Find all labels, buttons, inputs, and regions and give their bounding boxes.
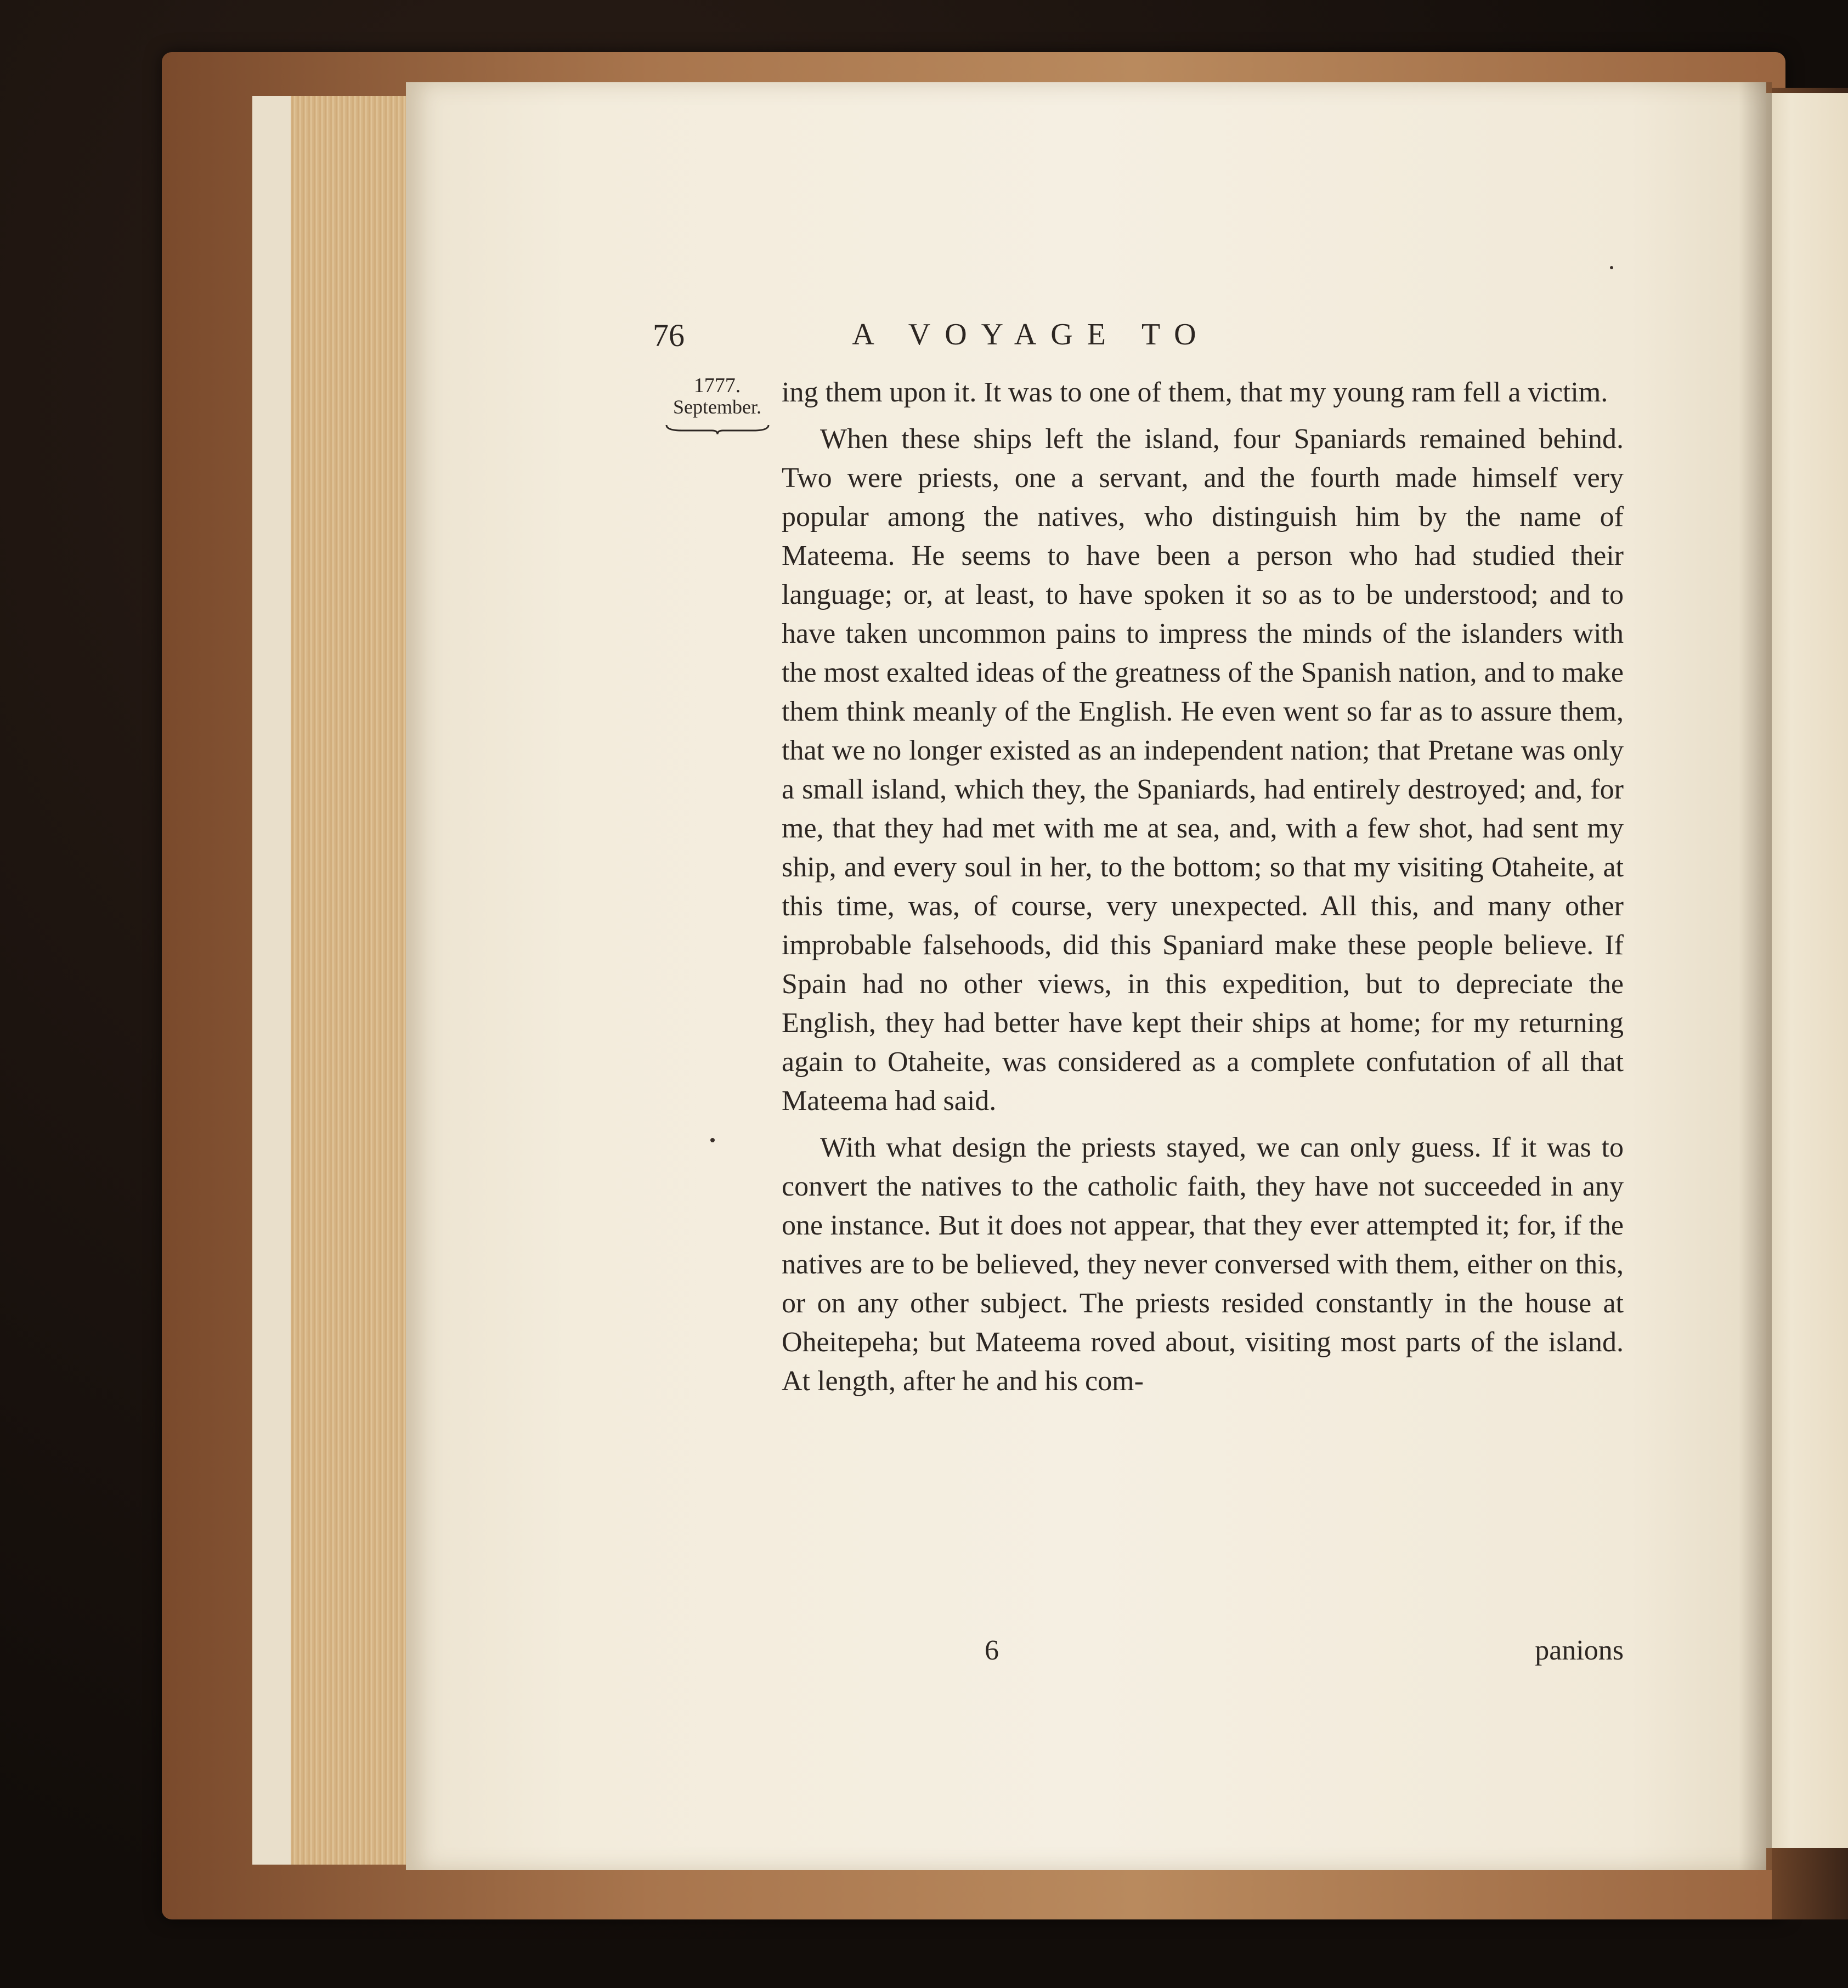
margin-note-year: 1777.	[693, 374, 741, 397]
running-head: A VOYAGE TO	[852, 318, 1211, 352]
page-header	[653, 317, 1410, 355]
margin-note	[661, 375, 773, 435]
gutter-shadow	[1739, 82, 1772, 1870]
page-number: 76	[653, 318, 685, 353]
paper-speck	[1610, 266, 1613, 269]
brace-ornament	[665, 423, 770, 435]
paragraph-continuation: ing them upon it. It was to one of them, that my young ram fell a victim.	[782, 377, 1608, 408]
signature-mark: 6	[985, 1635, 999, 1666]
catchword: panions	[1535, 1635, 1624, 1666]
paragraph-priests: With what design the priests stayed, we can only guess. If it was to convert the natives to the catholic faith, they have not succeeded in any one instance. But it does not appear, that they ever attempted it; for, if the natives are to be believed, they never conversed with them, either on this, or on any other subject. The priests resided constantly in the house at Oheitepeha; but Mateema roved about, visiting most parts of the island. At length, after he and his com-	[782, 1132, 1624, 1397]
page-footer	[782, 1634, 1624, 1675]
paragraph-spaniards: When these ships left the island, four Spaniards remained behind. Two were priests, one a servant, and the fourth made himself very popular among the natives, who distinguish him by the name of Mateema. He seems to have been a person who had studied their language; or, at least, to have spoken it so as to be understood; and to have taken uncommon pains to impress the minds of the islanders with the most exalted ideas of the greatness of the Spanish nation, and to make them think meanly of the English. He even went so far as to assure them, that we no longer existed as an independent nation; that Pretane was only a small island, which they, the Spaniards, had entirely destroyed; and, for me, that they had met with me at sea, and, with a few shot, had sent my ship, and every soul in her, to the bottom; so that my visiting Otaheite, at this time, was, of course, very unexpected. All this, and many other improbable falsehoods, did this Spaniard make these people believe. If Spain had no other views, in this expedition, but to depreciate the English, they had better have kept their ships at home; for my returning again to Otaheite, was considered as a complete confutation of all that Mateema had said.	[782, 423, 1624, 1117]
paper-speck	[710, 1138, 715, 1142]
margin-note-month: September.	[673, 396, 761, 418]
body-text	[782, 373, 1624, 1408]
